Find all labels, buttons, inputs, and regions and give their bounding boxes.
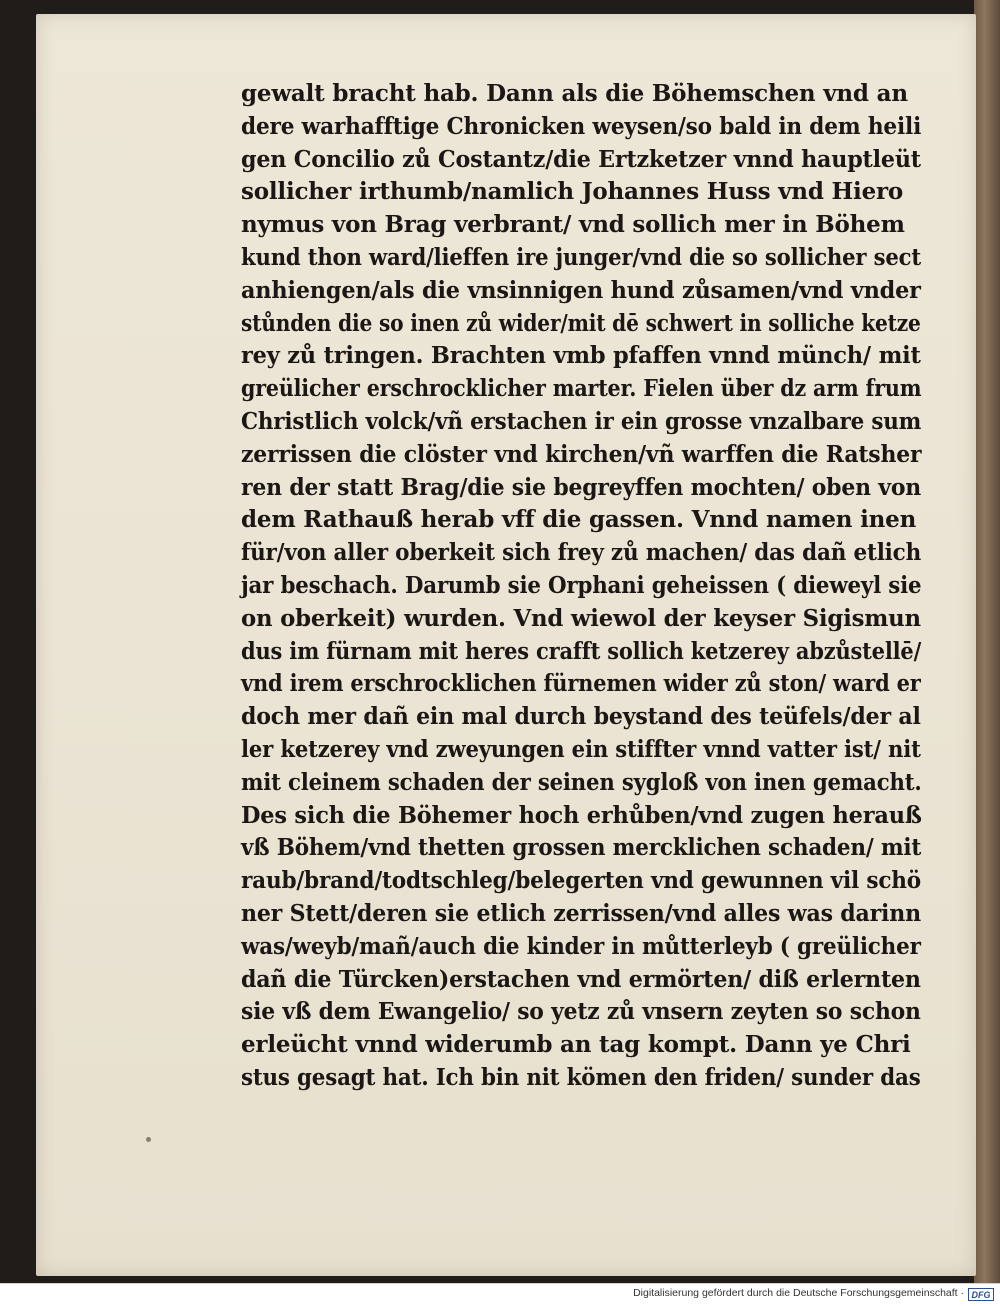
text-line: gen Concilio zů Costantz/die Ertzketzer vnnd hauptleüt [241, 145, 921, 173]
text-line: zerrissen die clöster vnd kirchen/vñ warffen die Ratsher [241, 440, 922, 468]
text-line: dañ die Türcken)erstachen vnd ermörten/ diß erlernten [241, 965, 921, 993]
text-line: Des sich die Böhemer hoch erhůben/vnd zugen herauß [241, 801, 922, 829]
dfg-logo-icon [968, 1288, 994, 1301]
text-line: gewalt bracht hab. Dann als die Böhemschen vnd an [241, 80, 908, 107]
text-line: dere warhafftige Chronicken weysen/so bald in dem heili [241, 112, 922, 140]
text-line: mit cleinem schaden der seinen sygloß von inen gemacht. [241, 768, 922, 796]
text-line: rey zů tringen. Brachten vmb pfaffen vnnd münch/ mit [241, 342, 921, 370]
text-line: dus im fürnam mit heres crafft sollich ketzerey abzůstellē/ [241, 637, 922, 665]
text-line: sie vß dem Ewangelio/ so yetz zů vnsern zeyten so schon [241, 998, 921, 1026]
text-line: ner Stett/deren sie etlich zerrissen/vnd alles was darinn [241, 899, 921, 927]
text-line: anhiengen/als die vnsinnigen hund zůsamen/vnd vnder [241, 276, 921, 304]
ink-spot [146, 1137, 151, 1142]
svg-text:DFG: DFG [971, 1290, 991, 1300]
text-line: stus gesagt hat. Ich bin nit kömen den friden/ sunder das [241, 1063, 921, 1091]
text-line: dem Rathauß herab vff die gassen. Vnnd namen inen [241, 506, 917, 534]
text-line: erleücht vnnd widerumb an tag kompt. Dann ye Chri [241, 1031, 911, 1059]
text-line: jar beschach. Darumb sie Orphani geheissen ( dieweyl sie [241, 571, 922, 599]
text-line: sollicher irthumb/namlich Johannes Huss vnd Hiero [241, 178, 904, 206]
book-edge [974, 0, 1000, 1283]
text-line: für/von aller oberkeit sich frey zů machen/ das dañ etlich [241, 539, 922, 567]
text-line: Christlich volck/vñ erstachen ir ein grosse vnzalbare sum [241, 407, 922, 435]
text-line: stůnden die so inen zů wider/mit dē schwert in solliche ketze [241, 309, 921, 337]
text-line: kund thon ward/lieffen ire junger/vnd die so sollicher sect [241, 243, 921, 271]
text-line: ren der statt Brag/die sie begreyffen mochten/ oben von [241, 473, 922, 501]
text-line: vnd irem erschrocklichen fürnemen wider zů ston/ ward er [241, 670, 921, 698]
text-line: greülicher erschrocklicher marter. Fielen über dz arm frum [241, 375, 922, 403]
text-line: doch mer dañ ein mal durch beystand des teüfels/der al [241, 703, 921, 731]
text-line: was/weyb/mañ/auch die kinder in můtterleyb ( greülicher [241, 932, 921, 960]
text-line: raub/brand/todtschleg/belegerten vnd gewunnen vil schö [241, 867, 921, 895]
footer-credit: Digitalisierung gefördert durch die Deutsche Forschungsgemeinschaft · [633, 1287, 964, 1299]
text-line: nymus von Brag verbrant/ vnd sollich mer in Böhem [241, 211, 905, 239]
text-line: vß Böhem/vnd thetten grossen mercklichen schaden/ mit [241, 834, 922, 862]
footer-bar [0, 1283, 1000, 1306]
text-line: on oberkeit) wurden. Vnd wiewol der keyser Sigismun [241, 604, 921, 632]
text-line: ler ketzerey vnd zweyungen ein stiffter vnnd vatter ist/ nit [241, 735, 921, 763]
text-block [241, 78, 921, 1095]
